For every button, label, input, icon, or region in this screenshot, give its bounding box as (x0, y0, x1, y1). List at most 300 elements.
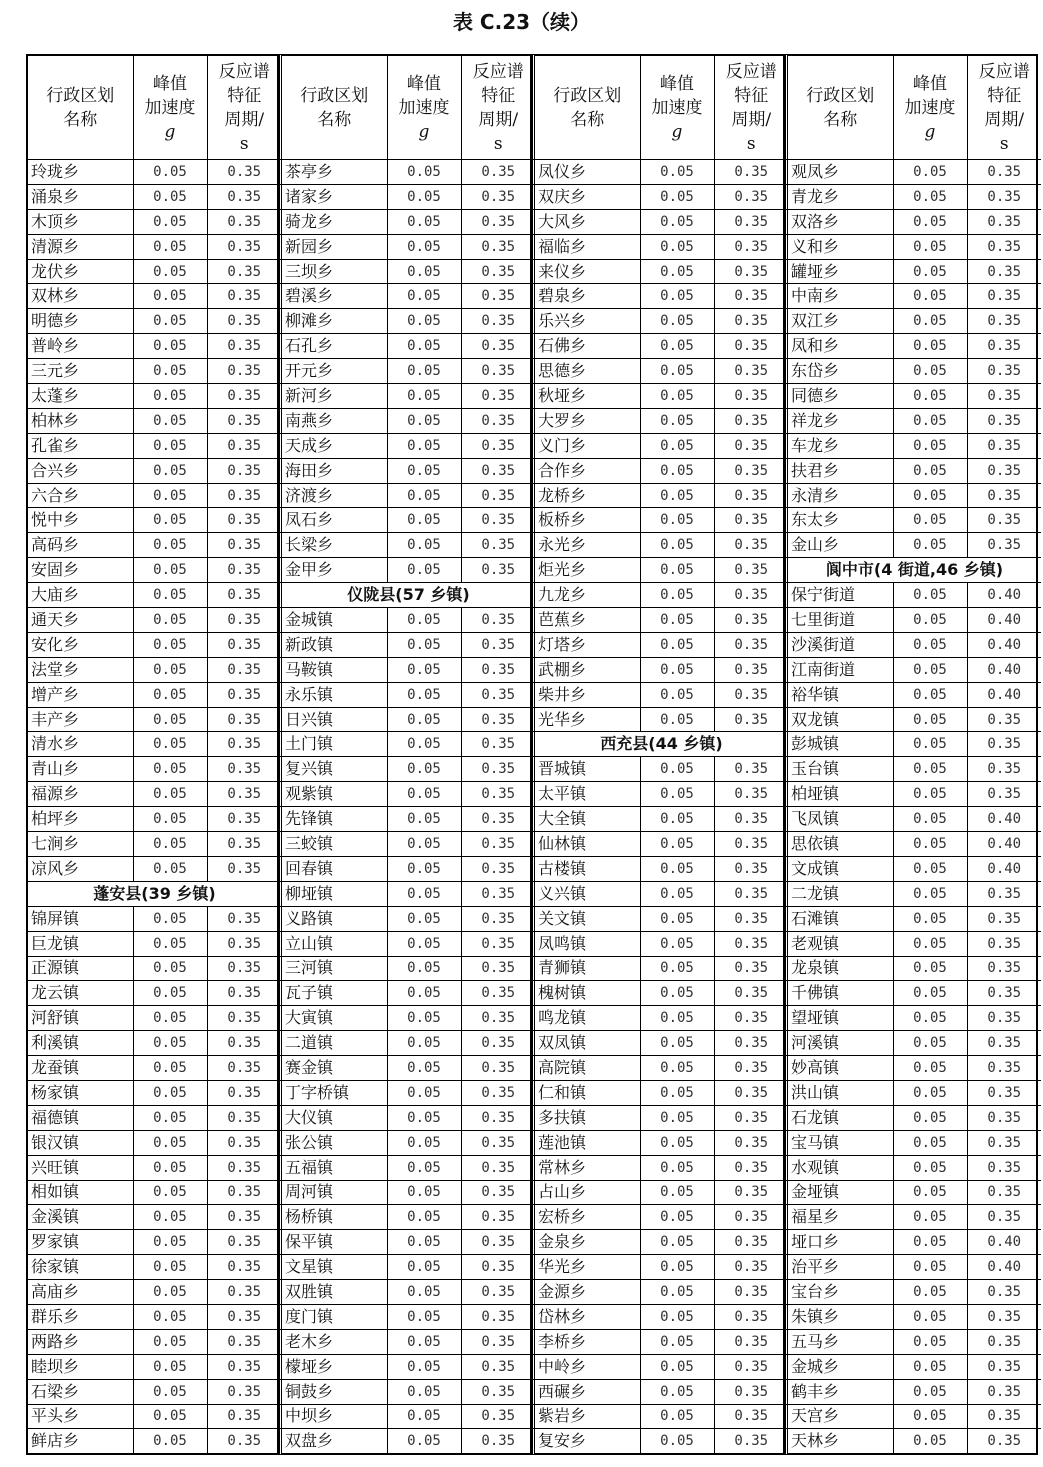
table-row (282, 458, 535, 483)
peak-acceleration-value: 0.05 (640, 458, 714, 483)
region-name: 金泉乡 (535, 1230, 640, 1255)
table-row (28, 259, 281, 284)
peak-acceleration-value: 0.05 (133, 1329, 207, 1354)
peak-acceleration-value: 0.05 (640, 160, 714, 185)
peak-acceleration-value: 0.05 (640, 856, 714, 881)
period-value: 0.35 (967, 1130, 1041, 1155)
table-row (28, 1354, 281, 1379)
region-name: 晋城镇 (535, 757, 640, 782)
period-value: 0.35 (967, 1080, 1041, 1105)
peak-acceleration-value: 0.05 (387, 632, 461, 657)
period-value: 0.35 (967, 1304, 1041, 1329)
region-name: 紫岩乡 (535, 1404, 640, 1429)
period-value: 0.35 (461, 533, 535, 558)
peak-acceleration-value: 0.05 (893, 1329, 967, 1354)
region-name: 睦坝乡 (28, 1354, 133, 1379)
period-value: 0.35 (461, 359, 535, 384)
period-value: 0.35 (461, 1230, 535, 1255)
region-name: 石龙镇 (788, 1105, 893, 1130)
table-row (788, 1205, 1041, 1230)
peak-acceleration-value: 0.05 (387, 433, 461, 458)
period-value: 0.35 (461, 856, 535, 881)
peak-acceleration-value: 0.05 (133, 906, 207, 931)
table-row (788, 1031, 1041, 1056)
region-name: 兴旺镇 (28, 1155, 133, 1180)
region-name: 彭城镇 (788, 732, 893, 757)
region-name: 大风乡 (535, 209, 640, 234)
region-name: 骑龙乡 (282, 209, 387, 234)
region-name: 金山乡 (788, 533, 893, 558)
table-row (282, 1130, 535, 1155)
period-value: 0.35 (461, 608, 535, 633)
region-name: 福临乡 (535, 234, 640, 259)
period-value: 0.35 (967, 458, 1041, 483)
peak-acceleration-value: 0.05 (893, 334, 967, 359)
table-row (28, 309, 281, 334)
peak-acceleration-value: 0.05 (133, 856, 207, 881)
table-row (788, 1329, 1041, 1354)
peak-acceleration-value: 0.05 (893, 657, 967, 682)
peak-acceleration-value: 0.05 (893, 906, 967, 931)
table-row (535, 1329, 788, 1354)
peak-acceleration-value: 0.05 (387, 284, 461, 309)
peak-acceleration-value: 0.05 (133, 1130, 207, 1155)
peak-acceleration-value: 0.05 (133, 608, 207, 633)
peak-acceleration-value: 0.05 (387, 1304, 461, 1329)
peak-acceleration-value: 0.05 (387, 259, 461, 284)
peak-acceleration-value: 0.05 (640, 1255, 714, 1280)
period-value: 0.35 (461, 1329, 535, 1354)
region-name: 沙溪街道 (788, 632, 893, 657)
table-row (28, 931, 281, 956)
table-row (788, 981, 1041, 1006)
header-peak-acceleration: 峰值 加速度 g (640, 56, 714, 160)
peak-acceleration-value: 0.05 (133, 160, 207, 185)
table-row (788, 408, 1041, 433)
peak-acceleration-value: 0.05 (387, 483, 461, 508)
table-row (282, 657, 535, 682)
peak-acceleration-value: 0.05 (893, 608, 967, 633)
region-name: 福源乡 (28, 782, 133, 807)
region-name: 青狮镇 (535, 956, 640, 981)
region-name: 龙蚕镇 (28, 1056, 133, 1081)
region-name: 新园乡 (282, 234, 387, 259)
county-header: 蓬安县(39 乡镇) (28, 881, 281, 906)
region-name: 凤石乡 (282, 508, 387, 533)
region-name: 开元乡 (282, 359, 387, 384)
table-row (788, 856, 1041, 881)
peak-acceleration-value: 0.05 (133, 1006, 207, 1031)
table-row (788, 1155, 1041, 1180)
period-value: 0.35 (207, 981, 281, 1006)
header-name: 行政区划 名称 (535, 56, 640, 160)
table-row (788, 657, 1041, 682)
peak-acceleration-value: 0.05 (387, 1280, 461, 1305)
peak-acceleration-value: 0.05 (893, 359, 967, 384)
table-row (535, 1280, 788, 1305)
period-value: 0.35 (461, 1255, 535, 1280)
period-value: 0.35 (714, 259, 788, 284)
header-name: 行政区划 名称 (28, 56, 133, 160)
table-row (788, 1404, 1041, 1429)
period-value: 0.35 (714, 508, 788, 533)
peak-acceleration-value: 0.05 (893, 309, 967, 334)
region-name: 高院镇 (535, 1056, 640, 1081)
region-name: 安化乡 (28, 632, 133, 657)
peak-acceleration-value: 0.05 (893, 682, 967, 707)
peak-acceleration-value: 0.05 (893, 483, 967, 508)
period-value: 0.35 (714, 1006, 788, 1031)
header-characteristic-period: 反应谱 特征 周期/ s (967, 56, 1041, 160)
period-value: 0.35 (714, 1304, 788, 1329)
table-row (535, 184, 788, 209)
table-row (28, 682, 281, 707)
table-row (788, 583, 1041, 608)
period-value: 0.35 (967, 483, 1041, 508)
region-name: 柳滩乡 (282, 309, 387, 334)
region-name: 大寅镇 (282, 1006, 387, 1031)
region-name: 海田乡 (282, 458, 387, 483)
region-name: 复安乡 (535, 1429, 640, 1453)
peak-acceleration-value: 0.05 (387, 1105, 461, 1130)
table-row (282, 533, 535, 558)
region-name: 正源镇 (28, 956, 133, 981)
region-name: 秋垭乡 (535, 384, 640, 409)
period-value: 0.40 (967, 583, 1041, 608)
region-name: 常林乡 (535, 1155, 640, 1180)
region-name: 同德乡 (788, 384, 893, 409)
table-row (28, 1006, 281, 1031)
table-row (282, 433, 535, 458)
peak-acceleration-value: 0.05 (387, 234, 461, 259)
region-name: 武棚乡 (535, 657, 640, 682)
period-value: 0.35 (714, 707, 788, 732)
table-row (535, 1304, 788, 1329)
peak-acceleration-value: 0.05 (640, 1304, 714, 1329)
region-name: 飞凤镇 (788, 807, 893, 832)
peak-acceleration-value: 0.05 (893, 1180, 967, 1205)
period-value: 0.35 (714, 782, 788, 807)
region-name: 千佛镇 (788, 981, 893, 1006)
region-name: 灯塔乡 (535, 632, 640, 657)
period-value: 0.35 (207, 1404, 281, 1429)
period-value: 0.35 (967, 906, 1041, 931)
period-value: 0.35 (207, 1130, 281, 1155)
peak-acceleration-value: 0.05 (133, 1255, 207, 1280)
region-name: 义和乡 (788, 234, 893, 259)
table-row (28, 1180, 281, 1205)
peak-acceleration-value: 0.05 (893, 583, 967, 608)
peak-acceleration-value: 0.05 (387, 782, 461, 807)
peak-acceleration-value: 0.05 (893, 1006, 967, 1031)
period-value: 0.35 (714, 359, 788, 384)
peak-acceleration-value: 0.05 (133, 1056, 207, 1081)
region-name: 双江乡 (788, 309, 893, 334)
period-value: 0.35 (461, 259, 535, 284)
region-name: 双洛乡 (788, 209, 893, 234)
table-row (282, 1006, 535, 1031)
region-name: 金溪镇 (28, 1205, 133, 1230)
peak-acceleration-value: 0.05 (387, 558, 461, 583)
table-row (788, 184, 1041, 209)
table-row (282, 1056, 535, 1081)
period-value: 0.40 (967, 832, 1041, 857)
peak-acceleration-value: 0.05 (640, 782, 714, 807)
period-value: 0.35 (207, 956, 281, 981)
region-name: 石梁乡 (28, 1379, 133, 1404)
period-value: 0.40 (967, 608, 1041, 633)
period-value: 0.35 (714, 1255, 788, 1280)
table-block-3 (532, 54, 785, 1455)
table-row (535, 558, 788, 583)
table-row (28, 1031, 281, 1056)
period-value: 0.35 (207, 433, 281, 458)
table-row (28, 1205, 281, 1230)
region-name: 三蛟镇 (282, 832, 387, 857)
table-row (788, 1429, 1041, 1453)
period-value: 0.35 (967, 881, 1041, 906)
region-name: 徐家镇 (28, 1255, 133, 1280)
table-row (788, 209, 1041, 234)
county-header-row (535, 732, 788, 757)
region-name: 永清乡 (788, 483, 893, 508)
peak-acceleration-value: 0.05 (893, 1379, 967, 1404)
period-value: 0.35 (461, 1205, 535, 1230)
region-name: 相如镇 (28, 1180, 133, 1205)
peak-acceleration-value: 0.05 (387, 757, 461, 782)
period-value: 0.35 (967, 782, 1041, 807)
table-row (535, 259, 788, 284)
period-value: 0.35 (967, 1329, 1041, 1354)
peak-acceleration-value: 0.05 (387, 732, 461, 757)
region-name: 大罗乡 (535, 408, 640, 433)
region-name: 七涧乡 (28, 832, 133, 857)
region-name: 河溪镇 (788, 1031, 893, 1056)
table-row (535, 757, 788, 782)
peak-acceleration-value: 0.05 (133, 483, 207, 508)
table-row (535, 433, 788, 458)
region-name: 周河镇 (282, 1180, 387, 1205)
table-row (535, 284, 788, 309)
region-name: 孔雀乡 (28, 433, 133, 458)
peak-acceleration-value: 0.05 (640, 1230, 714, 1255)
region-name: 永光乡 (535, 533, 640, 558)
region-name: 占山乡 (535, 1180, 640, 1205)
region-name: 石佛乡 (535, 334, 640, 359)
table-row (788, 309, 1041, 334)
period-value: 0.35 (967, 1280, 1041, 1305)
region-name: 高码乡 (28, 533, 133, 558)
period-value: 0.35 (967, 309, 1041, 334)
period-value: 0.35 (461, 458, 535, 483)
peak-acceleration-value: 0.05 (640, 906, 714, 931)
region-name: 保宁街道 (788, 583, 893, 608)
region-name: 望垭镇 (788, 1006, 893, 1031)
table-row (28, 334, 281, 359)
peak-acceleration-value: 0.05 (640, 359, 714, 384)
peak-acceleration-value: 0.05 (640, 533, 714, 558)
peak-acceleration-value: 0.05 (893, 931, 967, 956)
table-row (282, 732, 535, 757)
table-row (535, 1404, 788, 1429)
peak-acceleration-value: 0.05 (640, 1080, 714, 1105)
region-name: 金城镇 (282, 608, 387, 633)
peak-acceleration-value: 0.05 (133, 433, 207, 458)
peak-acceleration-value: 0.05 (893, 807, 967, 832)
region-name: 金垭镇 (788, 1180, 893, 1205)
region-name: 垭口乡 (788, 1230, 893, 1255)
region-name: 丁字桥镇 (282, 1080, 387, 1105)
peak-acceleration-value: 0.05 (640, 707, 714, 732)
peak-acceleration-value: 0.05 (133, 1180, 207, 1205)
table-row (28, 234, 281, 259)
region-name: 柳垭镇 (282, 881, 387, 906)
table-block-1 (26, 54, 279, 1455)
table-row (535, 657, 788, 682)
region-name: 五福镇 (282, 1155, 387, 1180)
peak-acceleration-value: 0.05 (893, 184, 967, 209)
period-value: 0.35 (207, 807, 281, 832)
peak-acceleration-value: 0.05 (640, 558, 714, 583)
region-name: 柏垭镇 (788, 782, 893, 807)
peak-acceleration-value: 0.05 (387, 856, 461, 881)
peak-acceleration-value: 0.05 (387, 533, 461, 558)
region-name: 土门镇 (282, 732, 387, 757)
peak-acceleration-value: 0.05 (387, 657, 461, 682)
period-value: 0.35 (714, 334, 788, 359)
region-name: 七里街道 (788, 608, 893, 633)
period-value: 0.35 (461, 234, 535, 259)
table-row (788, 1080, 1041, 1105)
period-value: 0.35 (207, 1205, 281, 1230)
period-value: 0.35 (461, 881, 535, 906)
peak-acceleration-value: 0.05 (893, 1031, 967, 1056)
peak-acceleration-value: 0.05 (133, 632, 207, 657)
period-value: 0.35 (714, 1056, 788, 1081)
table-row (535, 1205, 788, 1230)
period-value: 0.35 (714, 1379, 788, 1404)
peak-acceleration-value: 0.05 (893, 384, 967, 409)
table-row (788, 608, 1041, 633)
period-value: 0.35 (227, 1433, 262, 1450)
region-name: 东太乡 (788, 508, 893, 533)
peak-acceleration-value: 0.05 (133, 1155, 207, 1180)
period-value: 0.35 (967, 1056, 1041, 1081)
peak-acceleration-value: 0.05 (133, 458, 207, 483)
table-row (535, 1255, 788, 1280)
table-row (28, 956, 281, 981)
period-value: 0.35 (207, 682, 281, 707)
table-row (788, 1304, 1041, 1329)
peak-acceleration-value: 0.05 (133, 707, 207, 732)
region-name: 柏坪乡 (28, 807, 133, 832)
peak-acceleration-value: 0.05 (387, 807, 461, 832)
region-name: 东岱乡 (788, 359, 893, 384)
region-name: 李桥乡 (535, 1329, 640, 1354)
period-value: 0.35 (714, 1404, 788, 1429)
period-value: 0.35 (967, 359, 1041, 384)
table-row (282, 160, 535, 185)
peak-acceleration-value: 0.05 (387, 1255, 461, 1280)
period-value: 0.35 (207, 1379, 281, 1404)
period-value: 0.35 (714, 408, 788, 433)
period-value: 0.35 (461, 1180, 535, 1205)
peak-acceleration-value: 0.05 (387, 1130, 461, 1155)
peak-acceleration-value: 0.05 (640, 1130, 714, 1155)
table-row (788, 284, 1041, 309)
peak-acceleration-value: 0.05 (133, 1205, 207, 1230)
region-name: 三坝乡 (282, 259, 387, 284)
table-row (535, 234, 788, 259)
region-name: 西碾乡 (535, 1379, 640, 1404)
period-value: 0.35 (207, 632, 281, 657)
region-name: 两路乡 (28, 1329, 133, 1354)
region-name: 碧泉乡 (535, 284, 640, 309)
region-name: 高庙乡 (28, 1280, 133, 1305)
peak-acceleration-value: 0.05 (893, 533, 967, 558)
period-value: 0.35 (461, 956, 535, 981)
region-name: 洪山镇 (788, 1080, 893, 1105)
period-value: 0.35 (461, 558, 535, 583)
region-name: 安固乡 (28, 558, 133, 583)
period-value: 0.40 (967, 807, 1041, 832)
region-name: 中岭乡 (535, 1354, 640, 1379)
table-row (282, 508, 535, 533)
period-value: 0.35 (714, 1329, 788, 1354)
region-name: 岱林乡 (535, 1304, 640, 1329)
period-value: 0.35 (461, 757, 535, 782)
table-row (788, 259, 1041, 284)
county-header: 仪陇县(57 乡镇) (282, 583, 535, 608)
table-row (788, 757, 1041, 782)
table-row (282, 1080, 535, 1105)
peak-acceleration-value: 0.05 (133, 1354, 207, 1379)
table-block-2 (279, 54, 532, 1455)
period-value: 0.35 (967, 1404, 1041, 1429)
region-name: 老观镇 (788, 931, 893, 956)
period-value: 0.35 (714, 1130, 788, 1155)
table-row (282, 981, 535, 1006)
period-value: 0.35 (207, 1006, 281, 1031)
period-value: 0.35 (207, 707, 281, 732)
peak-acceleration-value: 0.05 (133, 259, 207, 284)
table-row (535, 881, 788, 906)
period-value: 0.35 (481, 1433, 516, 1450)
peak-acceleration-value: 0.05 (893, 160, 967, 185)
region-name: 金城乡 (788, 1354, 893, 1379)
seismic-table (26, 54, 1038, 1455)
table-row (535, 1180, 788, 1205)
table-row (535, 832, 788, 857)
period-value: 0.35 (714, 160, 788, 185)
table-row (28, 1105, 281, 1130)
peak-acceleration-value: 0.05 (893, 408, 967, 433)
period-value: 0.35 (461, 408, 535, 433)
region-name: 金甲乡 (282, 558, 387, 583)
table-row (282, 1230, 535, 1255)
peak-acceleration-value: 0.05 (387, 1180, 461, 1205)
period-value: 0.35 (461, 1080, 535, 1105)
region-name: 丰产乡 (28, 707, 133, 732)
peak-acceleration-value: 0.05 (133, 956, 207, 981)
table-row (535, 1429, 788, 1453)
region-name: 新河乡 (282, 384, 387, 409)
region-name: 保平镇 (282, 1230, 387, 1255)
region-name: 鲜店乡 (28, 1429, 133, 1453)
period-value: 0.35 (207, 1304, 281, 1329)
table-row (535, 533, 788, 558)
table-row (788, 1006, 1041, 1031)
